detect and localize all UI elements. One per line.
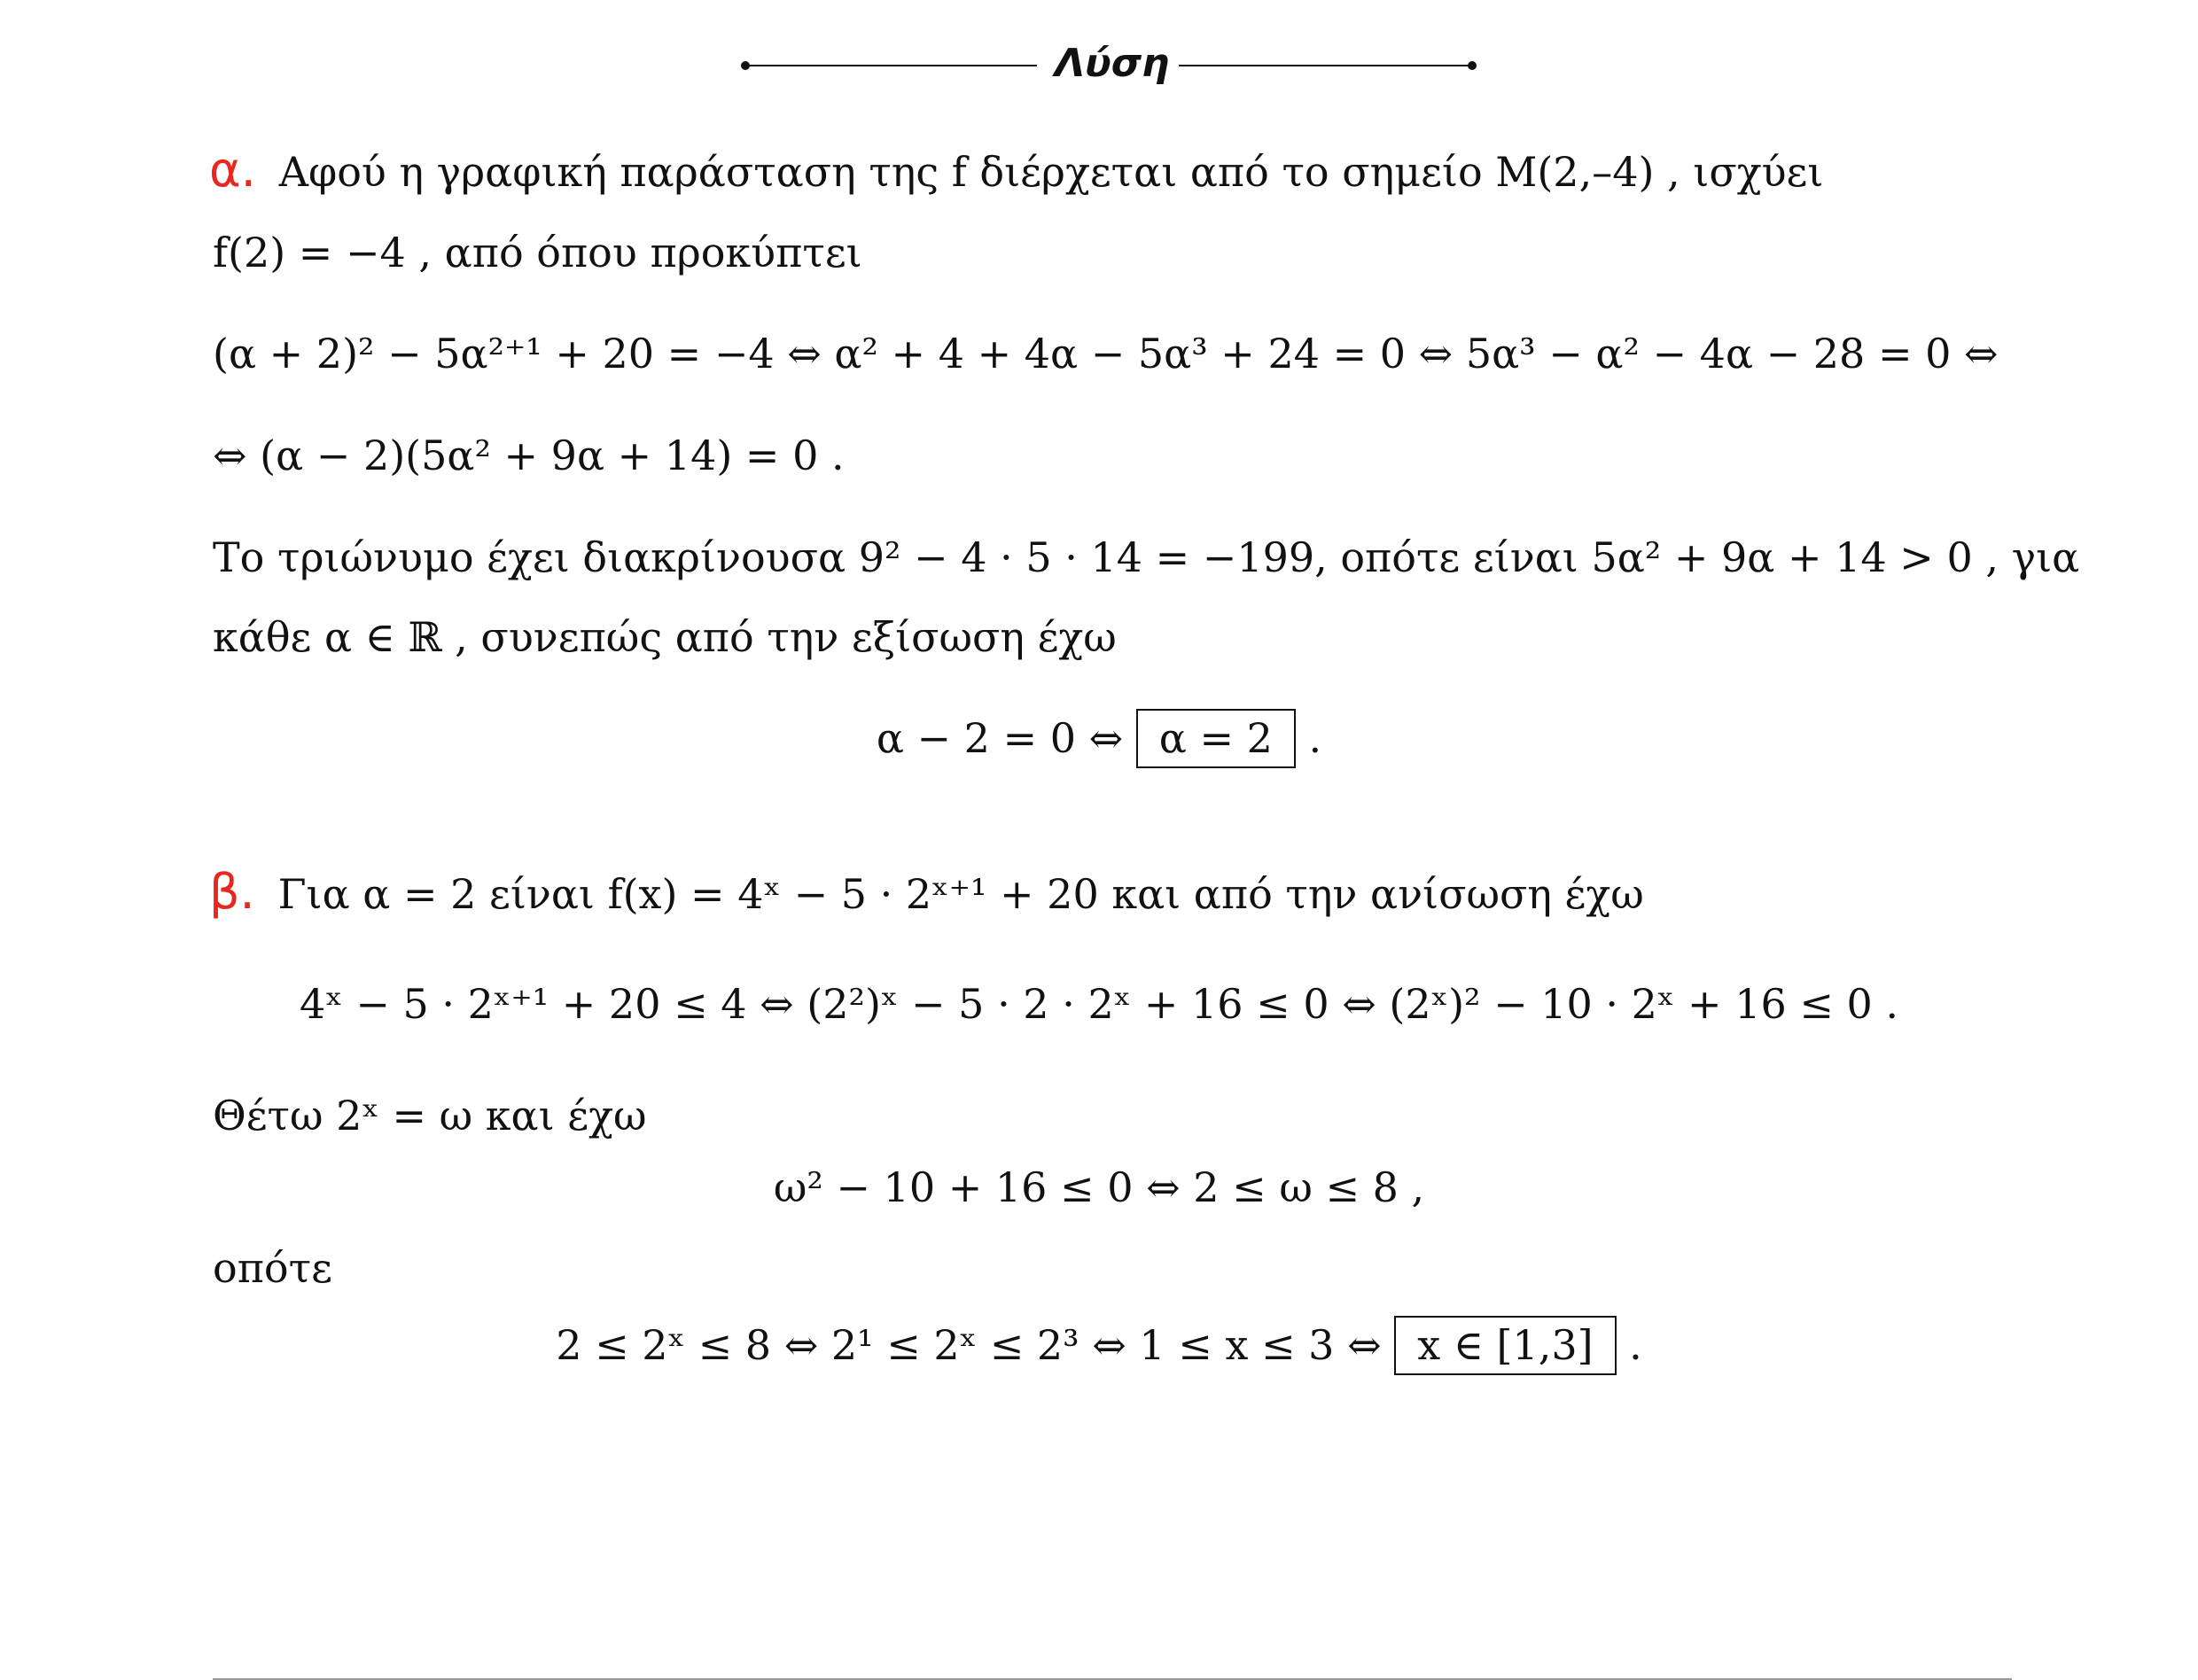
part-b-equation-2: ω² − 10 + 16 ≤ 0 ⇔ 2 ≤ ω ≤ 8 , xyxy=(773,1163,1425,1211)
part-a-result-end: . xyxy=(1308,714,1322,762)
part-b-result-box: x ∈ [1,3] xyxy=(1394,1316,1616,1375)
part-a-line-4: κάθε α ∈ ℝ , συνεπώς από την εξίσωση έχω xyxy=(213,613,1117,661)
part-a-result xyxy=(0,709,2198,768)
part-b-text-1: Για α = 2 είναι f(x) = 4ˣ − 5 · 2ˣ⁺¹ + 20 και από την ανίσωση έχω xyxy=(277,870,1644,918)
part-a-line-2: f(2) = −4 , από όπου προκύπτει xyxy=(213,229,862,276)
part-a-equation-2: ⇔ (α − 2)(5α² + 9α + 14) = 0 . xyxy=(213,432,845,479)
part-a-line-3: Το τριώνυμο έχει διακρίνουσα 9² − 4 · 5 · 14 = −199, οπότε είναι 5α² + 9α + 14 > 0 , για xyxy=(213,533,2080,581)
page-title: Λύση xyxy=(1055,41,1170,86)
part-a-equation-1: (α + 2)² − 5α²⁺¹ + 20 = −4 ⇔ α² + 4 + 4α − 5α³ + 24 = 0 ⇔ 5α³ − α² − 4α − 28 = 0 ⇔ xyxy=(213,330,1999,377)
part-b-result xyxy=(0,1316,2198,1375)
part-b-line-3: οπότε xyxy=(213,1244,332,1292)
part-b-line-1 xyxy=(209,864,1644,920)
part-a-line-1 xyxy=(209,142,1823,198)
part-a-text-1: Αφού η γραφική παράσταση της f διέρχεται από το σημείο M(2,–4) , ισχύει xyxy=(278,148,1824,196)
part-b-result-end: . xyxy=(1629,1321,1642,1369)
part-b-result-left: 2 ≤ 2ˣ ≤ 8 ⇔ 2¹ ≤ 2ˣ ≤ 2³ ⇔ 1 ≤ x ≤ 3 ⇔ xyxy=(556,1321,1382,1369)
part-a-label: α. xyxy=(209,142,256,198)
part-b-label: β. xyxy=(209,864,255,920)
part-b-line-2: Θέτω 2ˣ = ω και έχω xyxy=(213,1092,647,1139)
part-b-equation-1: 4ˣ − 5 · 2ˣ⁺¹ + 20 ≤ 4 ⇔ (2²)ˣ − 5 · 2 · 2ˣ + 16 ≤ 0 ⇔ (2ˣ)² − 10 · 2ˣ + 16 ≤ 0 . xyxy=(299,980,1899,1028)
part-a-result-left: α − 2 = 0 ⇔ xyxy=(876,714,1124,762)
part-a-result-box: α = 2 xyxy=(1136,709,1296,768)
